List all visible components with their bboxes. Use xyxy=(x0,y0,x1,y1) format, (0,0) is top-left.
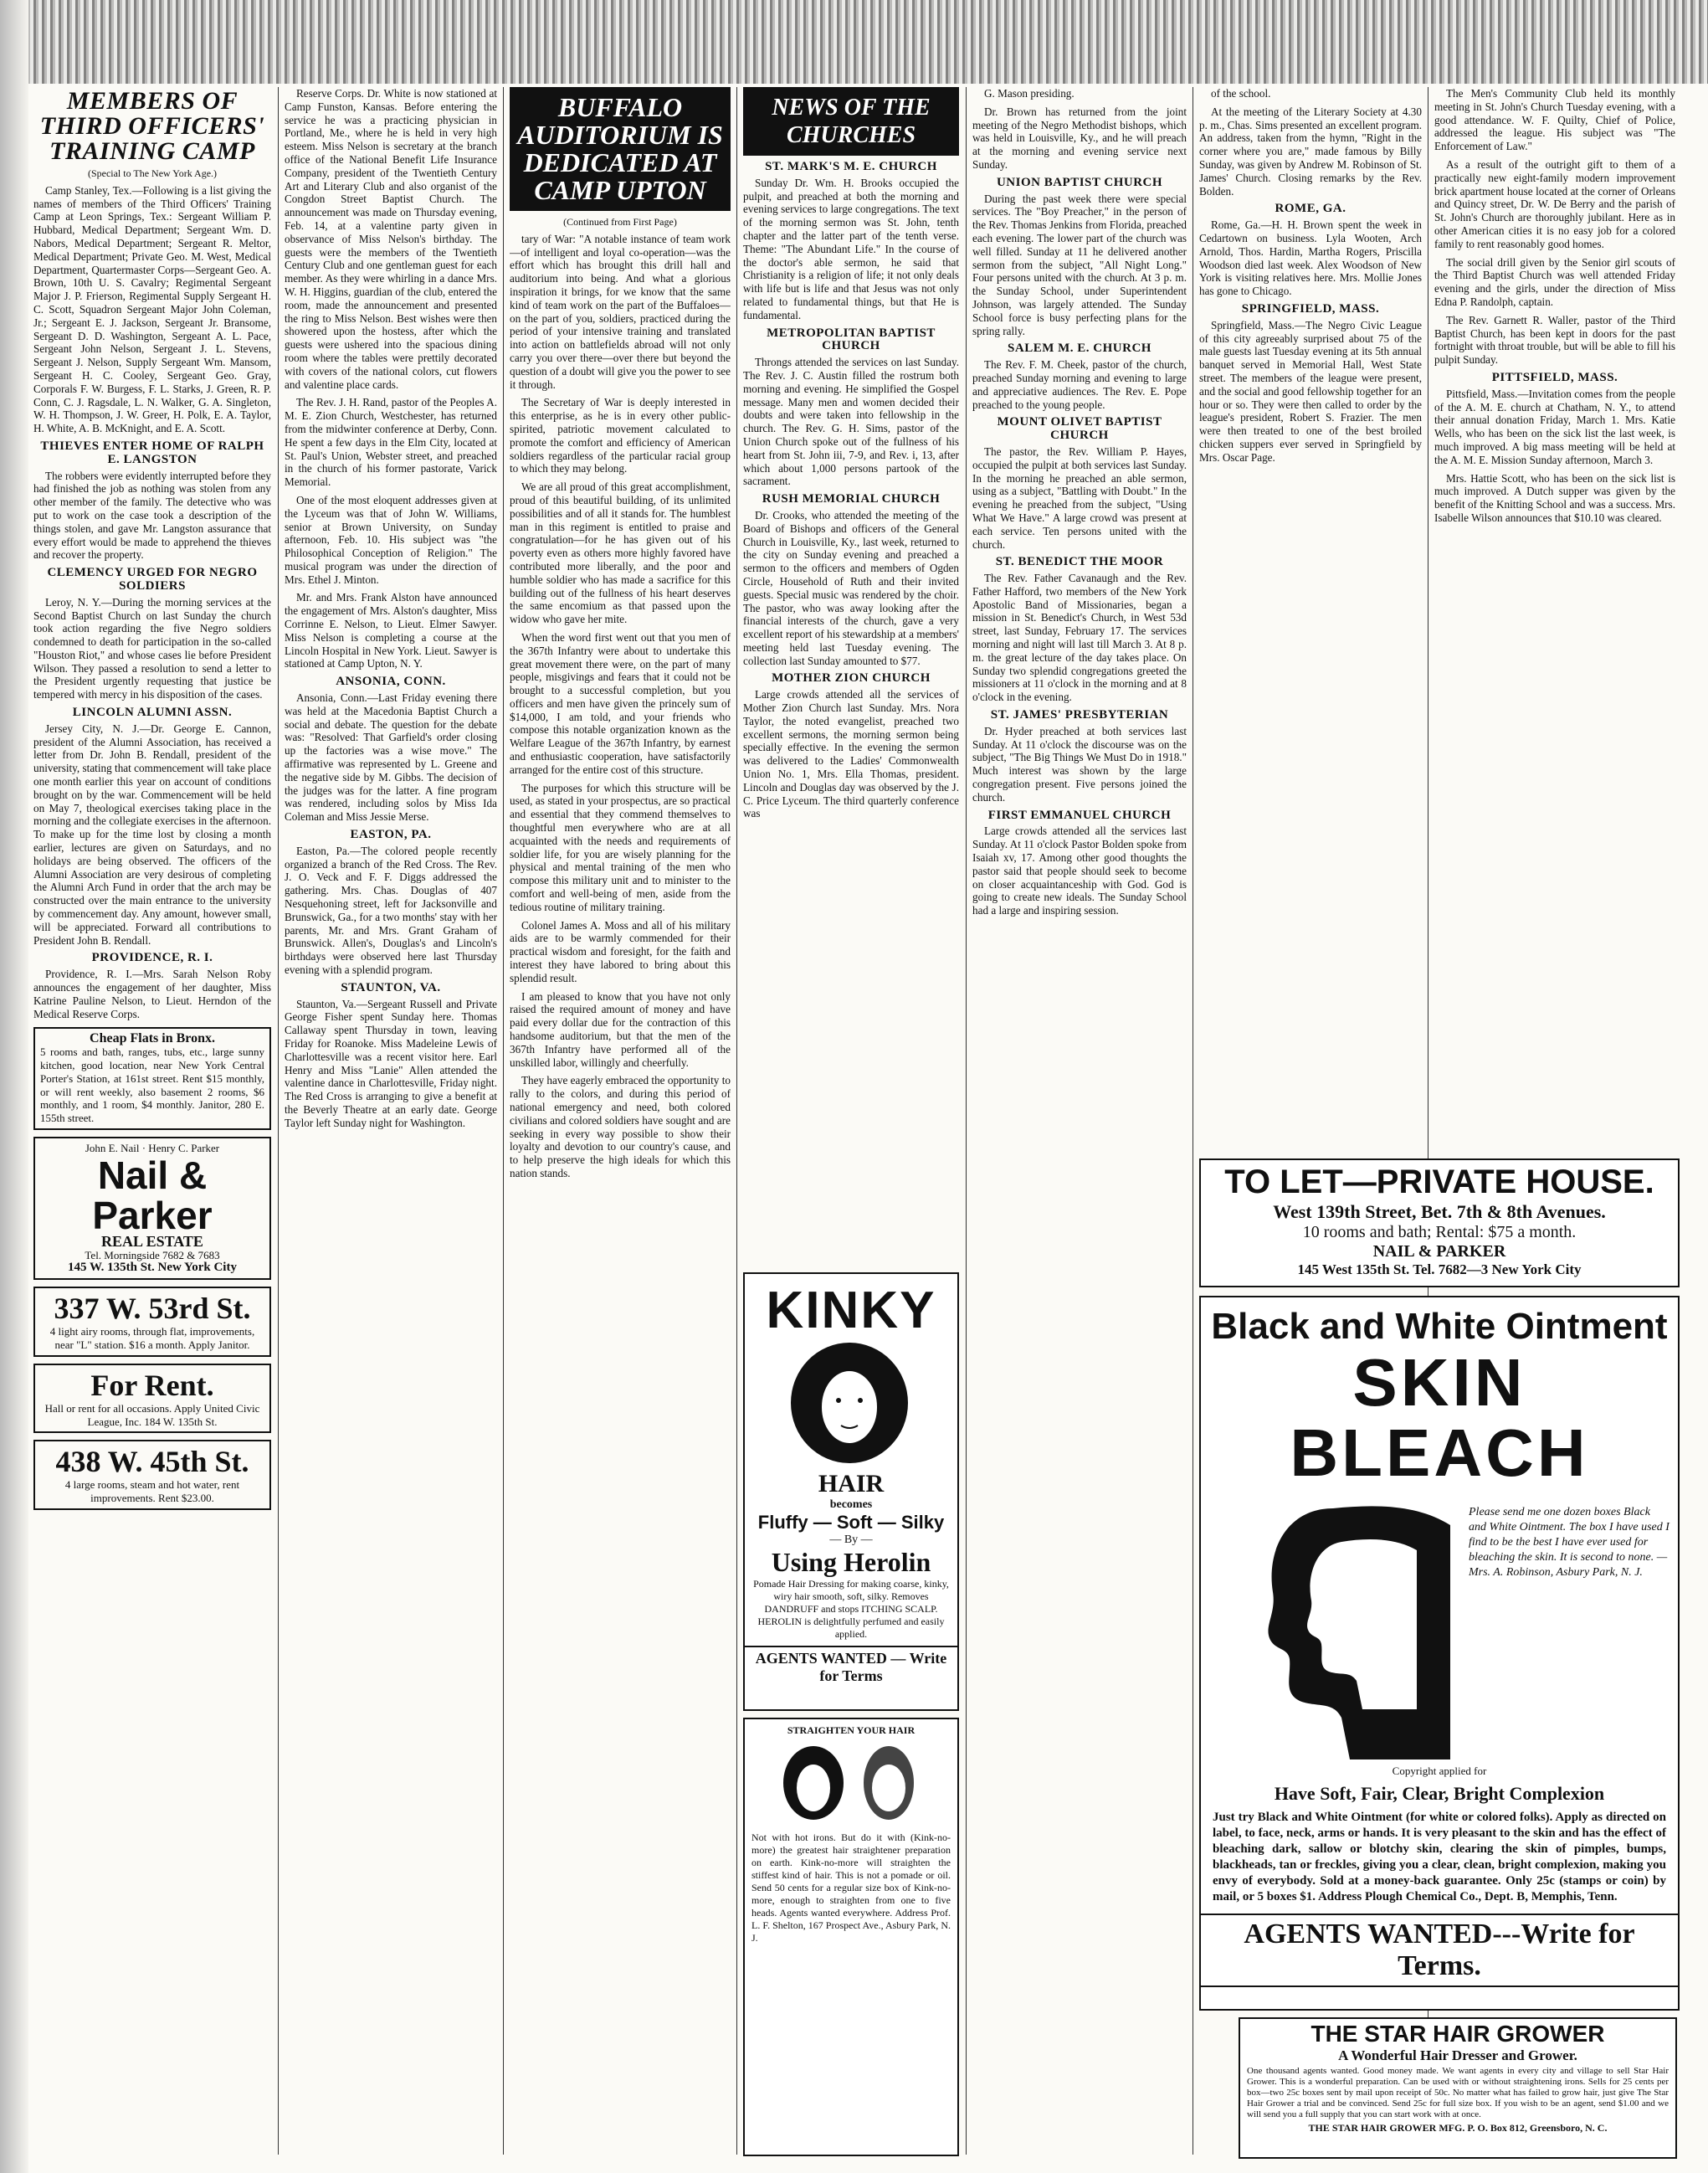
article-paragraph: During the past week there were special services. The "Boy Preacher," in the person of the Rev. Thomas Jenkins from Florida, preached each evening. The lower part of the church was well filled. Sunday at 11 he delivered another sermon from the subject, "All Night Long." Four persons united with the church. At 3 p. m. the Sunday School, under Superintendent Johnson, was largely attended. The Sunday School force is busy perfecting plans for the spring rally. xyxy=(972,192,1187,337)
ad-agents-wanted: AGENTS WANTED---Write for Terms. xyxy=(1201,1914,1678,1987)
column-2 xyxy=(285,87,497,2155)
ad-agent: NAIL & PARKER xyxy=(1372,1242,1506,1261)
ad-location: West 139th Street, Bet. 7th & 8th Avenues. xyxy=(1273,1201,1606,1222)
dateline: (Special to The New York Age.) xyxy=(87,167,218,179)
subhead-st-marks: ST. MARK'S M. E. CHURCH xyxy=(765,160,937,173)
ad-title: TO LET—PRIVATE HOUSE. xyxy=(1224,1164,1654,1200)
article-paragraph: Throngs attended the services on last Sunday. The Rev. J. C. Austin filled the rostrum both morning and evening. He simplified the Gospel message. Many men and women decided their doubts and were taken into fellowship in the church. The Rev. G. H. Sims, pastor of the Union Church spoke out of the fullness of his heart from St. John iii, 7-9, and Rev. i, 13, after which about 1,000 persons partook of the sacrament. xyxy=(743,356,959,488)
ad-headline: 337 W. 53rd St. xyxy=(54,1292,251,1326)
ad-becomes: becomes xyxy=(829,1498,873,1511)
subhead-rome: ROME, GA. xyxy=(1275,202,1346,216)
subhead-ansonia: ANSONIA, CONN. xyxy=(336,675,446,689)
article-paragraph: Dr. Brown has returned from the joint meeting of the Negro Methodist bishops, which was held in Louisville, Ky., and he will preach at the morning and evening service next Sunday. xyxy=(972,105,1187,171)
column-rule xyxy=(503,87,504,2155)
ad-body: Just try Black and White Ointment (for white or colored folks). Apply as directed on label, to face, neck, arms or hands. It is very pleasant to the skin and has the effect of bleaching dark, sallow or blotchy skin, clearing the skin of pimples, bumps, blackheads, tan or freckles, giving you a clear, clean, bright complexion, making you envy of everybody. Sold at a money-back guarantee. Only 25c (stamps or coin) by mail, or 5 boxes $1. Address Plough Chemical Co., Dept. B, Memphis, Tenn. xyxy=(1213,1811,1666,1903)
column-rule xyxy=(736,87,737,2155)
ad-address: 145 W. 135th St. New York City xyxy=(68,1261,237,1275)
article-paragraph: Mrs. Hattie Scott, who has been on the sick list is much improved. A Dutch supper was given by the benefit of the Knitting School and was a success. Mrs. Isabelle Wilson announces that $10.10 was cleared. xyxy=(1434,471,1675,524)
column-5 xyxy=(972,87,1187,2155)
ad-copyright: Copyright applied for xyxy=(1392,1765,1487,1777)
article-paragraph: Providence, R. I.—Mrs. Sarah Nelson Roby announces the engagement of her daughter, Miss Katrine Pauline Nelson, to Lieut. Herndon of the Medical Reserve Corps. xyxy=(33,968,271,1020)
ad-tagline: A Wonderful Hair Dresser and Grower. xyxy=(1338,2047,1577,2063)
headline-news-of-churches: NEWS OF THE CHURCHES xyxy=(743,87,959,156)
article-paragraph: The pastor, the Rev. William P. Hayes, occupied the pulpit at both services last Sunday. In the morning he preached an able sermon, using as a subject, "Battling with Doubt." In the evening he preached from the subject, "Using What We Have." A large crowd was present at each service. Ten persons united with the church. xyxy=(972,444,1187,551)
article-paragraph: The Rev. Father Cavanaugh and the Rev. Father Hafford, two members of the New York Apostolic Band of Missionaries, began a mission in St. Benedict's Church, in West 53d street, last Sunday, February 17. The services morning and night will last till March 3. At 8 p. m. the great lecture of the day takes place. On Sunday two splendid congregations greeted the missioners at 11 o'clock in the morning and at 8 o'clock in the evening. xyxy=(972,572,1187,704)
ad-title: Black and White Ointment xyxy=(1211,1306,1668,1347)
column-3 xyxy=(510,87,731,2155)
ad-subheading: Have Soft, Fair, Clear, Bright Complexion xyxy=(1274,1783,1605,1804)
article-paragraph: The social drill given by the Senior girl scouts of the Third Baptist Church was well attended Friday evening and the girls, under the direction of Miss Edna P. Randolph, captain. xyxy=(1434,255,1675,308)
subhead-thieves: THIEVES ENTER HOME OF RALPH E. LANGSTON xyxy=(40,439,264,466)
scanned-top-edge xyxy=(0,0,1708,84)
article-paragraph: Camp Stanley, Tex.—Following is a list giving the names of members of the Third Officers' Training Camp at Leon Springs, Tex.: Sergeant William P. Hubbard, Medical Department; Sergeant Wm. D. Nabors, Medical Department; Sergeant R. Meltor, Medical Department; Private Geo. M. West, Medical Department, Quartermaster Corps—Sergeant Geo. A. Brown, 10th U. S. Cavalry; Regimental Sergeant Major J. P. Frierson, Regimental Supply Sergeant H. C. Scott, Squadron Sergeant Major John Coleman, Jr.; Sergeant E. J. Jackson, Sergeant Jr. Bransome, Sergeant D. D. Washington, Sergeant A. L. Pace, Sergeant John Nelson, Sergeant J. L. Stevens, Sergeant J. Nelson, Supply Sergeant Wm. Mansom, Sergeant H. C. Cooley, Sergeant Geo. Gray, Corporals F. W. Burgess, F. L. Starks, J. Green, R. P. Conn, C. J. Ragsdale, L. N. Walker, G. A. Singleton, W. H. Thompson, J. W. Greer, H. Polk, E. A. Taylor, H. White, A. B. McKnight, and E. A. Scott. xyxy=(33,183,271,435)
ad-tel: Tel. Morningside 7682 & 7683 xyxy=(85,1248,220,1261)
article-paragraph: We are all proud of this great accomplishment, proud of this beautiful building, of its unlimited possibilities and of all it stands for. The humblest man in this regiment is entitled to praise and congratulation—for he has given out of his poverty even as others more highly favored have contributed more liberally, and the poor and humble soldier who has made a sacrifice for this building out of the fullness of his heart deserves the same encomium as that passed upon the widow who gave her mite. xyxy=(510,480,731,626)
subhead-staunton: STAUNTON, VA. xyxy=(341,980,441,994)
ad-body: Pomade Hair Dressing for making coarse, kinky, wiry hair smooth, soft, silky. Removes DANDRUFF and stops ITCHING SCALP. HEROLIN is delightfully perfumed and easily applied. xyxy=(753,1578,949,1640)
article-paragraph: Leroy, N. Y.—During the morning services at the Second Baptist Church on last Sunday the church took action regarding the five Negro soldiers condemned to death for participation in the so-called "Houston Riot," and whose cases lie before President Wilson. They passed a resolution to send a letter to the President urgently requesting that justice be tempered with mercy in his disposition of the cases. xyxy=(33,595,271,701)
ad-address: 145 West 135th St. Tel. 7682—3 New York City xyxy=(1297,1261,1582,1277)
article-paragraph: I am pleased to know that you have not only raised the required amount of money and have paid every dollar due for the contraction of this handsome auditorium, but that the men of the 367th Infantry have performed all of the unskilled labor, willingly and cheerfully. xyxy=(510,989,731,1069)
subhead-lincoln-alumni: LINCOLN ALUMNI ASSN. xyxy=(72,706,233,720)
ad-cheap-flats xyxy=(33,1027,271,1130)
article-paragraph: Reserve Corps. Dr. White is now stationed at Camp Funston, Kansas. Before entering the service he was a practicing physician in Portland, Me., where he is held in very high esteem. Miss Nelson is secretary at the branch office of the National Benefit Life Insurance Company, president of the Twentieth Century Art and Literary Club and also organist of the Congdon Street Baptist Church. The announcement was made on Thursday evening, Feb. 14, at a valentine party given in observance of Miss Nelson's birthday. The guests were the members of the Twentieth Century Club and one gentleman guest for each member. As they were whirling in a dance Mrs. W. H. Higgins, guardian of the club, entered the room, made the announcement and presented the ring to Miss Nelson. Best wishes were then showered upon the hostess, after which the guests were ushered into the spacious dining room where the tables were prettily decorated with covers of the national colors, cut flowers and valentine place cards. xyxy=(285,87,497,391)
article-paragraph: The Secretary of War is deeply interested in this enterprise, as he is in every other public-spirited, patriotic movement calculated to promote the comfort and efficiency of American soldiers regardless of the particular racial group to which they may belong. xyxy=(510,396,731,475)
subhead-first-emmanuel: FIRST EMMANUEL CHURCH xyxy=(987,808,1172,822)
ad-by: — By — xyxy=(829,1533,873,1546)
ad-details: 10 rooms and bath; Rental: $75 a month. xyxy=(1302,1223,1577,1241)
ad-title: STRAIGHTEN YOUR HAIR xyxy=(787,1724,916,1736)
article-paragraph: When the word first went out that you men of the 367th Infantry were about to undertake this great movement there were, on the part of many people, misgivings and fears that it could not be brought to a successful completion, but you officers and men have given the princely sum of $14,000, I am told, and your friends who compose this notable organization known as the Welfare League of the 367th Infantry, by earnest and enthusiastic cooperation, have satisfactorily arranged for the entire cost of this structure. xyxy=(510,630,731,776)
article-paragraph: The Rev. F. M. Cheek, pastor of the church, preached Sunday morning and evening to large and appreciative audiences. The Rev. E. Pope preached to the young people. xyxy=(972,358,1187,411)
ad-skin-bleach xyxy=(1199,1296,1680,2011)
article-paragraph: Easton, Pa.—The colored people recently organized a branch of the Red Cross. The Rev. J. O. Veck and F. F. Diggs addressed the gathering. Mrs. Chas. Douglas of 407 Nesquehoning street, left for Jacksonville and Brunswick, Ga., for a two months' stay with her parents, Mr. and Mrs. Grant Graham of Brunswick. Allen's, Douglas's and Lincoln's birthdays were observed here last Thursday evening with a splendid program. xyxy=(285,844,497,976)
article-paragraph: The purposes for which this structure will be used, as stated in your prospectus, are so practical and essential that they commend themselves to thoughtful men everywhere who are at all acquainted with the needs and requirements of soldier life, for you are wisely planning for the physical and mental training of the men who compose this military unit and to minister to the comfort and well-being of men, aside from the tedious routine of military training. xyxy=(510,781,731,913)
ad-title: THE STAR HAIR GROWER xyxy=(1310,2021,1605,2047)
article-paragraph: At the meeting of the Literary Society at 4.30 p. m., Chas. Sims presented an excellent program. An address, taken from the hymn, "Right in the corner where you are," made famous by Billy Sunday, was given by Andrew M. Robinson of St. James' Church. Closing remarks by the Rev. Bolden. xyxy=(1199,105,1422,198)
ad-hair: HAIR xyxy=(818,1470,885,1497)
subhead-springfield: SPRINGFIELD, MASS. xyxy=(1241,301,1380,316)
subhead-providence: PROVIDENCE, R. I. xyxy=(91,951,213,965)
subhead-easton: EASTON, PA. xyxy=(350,828,432,842)
column-4 xyxy=(743,87,959,1263)
profile-silhouettes-illustration xyxy=(1208,1492,1459,1759)
subhead-st-benedict: ST. BENEDICT THE MOOR xyxy=(995,555,1164,569)
woman-portrait-illustration xyxy=(745,1340,954,1466)
article-paragraph: One of the most eloquent addresses given at the Lyceum was that of John W. Williams, senior at Brown University, on Sunday afternoon, Feb. 10. His subject was "the Philosophical Conception of Religion." The musical program was under the direction of Mrs. Ethel J. Minton. xyxy=(285,493,497,586)
ad-tagline: Fluffy — Soft — Silky xyxy=(757,1512,945,1533)
headline-buffalo-auditorium: BUFFALO AUDITORIUM IS DEDICATED AT CAMP UPTON xyxy=(510,87,731,211)
article-paragraph: Springfield, Mass.—The Negro Civic League of this city agreeably surprised about 75 of the male guests last Tuesday evening at its 5th annual banquet served in Memorial Hall, West State street. The members of the league were present, and the social and good fellowship together for an hour or so. They were then called to order by the league's president, Robert S. Frazier. The men were then treated to one of the best broiled chicken suppers ever served in Springfield by Mrs. Oscar Page. xyxy=(1199,318,1422,464)
column-7 xyxy=(1434,87,1675,1008)
ad-body: Not with hot irons. But do it with (Kink-no-more) the greatest hair straightener preparation on earth. Kink-no-more will straighten the stiffest kind of hair. This is not a pomade or oil. Send 50 cents for a regular size box of Kink-no-more, enough to straighten from one to five heads. Agents wanted everywhere. Address Prof. L. F. Shelton, 167 Prospect Ave., Asbury Park, N. J. xyxy=(751,1831,951,1944)
ad-body: 4 large rooms, steam and hot water, rent improvements. Rent $23.00. xyxy=(64,1478,240,1505)
subhead-clemency: CLEMENCY URGED FOR NEGRO SOLDIERS xyxy=(47,566,258,593)
subhead-mother-zion: MOTHER ZION CHURCH xyxy=(772,671,931,686)
subhead-mount-olivet: MOUNT OLIVET BAPTIST CHURCH xyxy=(997,415,1162,443)
ad-to-let xyxy=(1199,1158,1680,1287)
article-paragraph: The Rev. J. H. Rand, pastor of the Peoples A. M. E. Zion Church, Westchester, has returned from the midwinter conference at Derby, Conn. He spent a few days in the Elm City, located at St. Paul's Union, Webster street, and preached in the church of his former pastorate, Varick Memorial. xyxy=(285,396,497,489)
ad-body: 5 rooms and bath, ranges, tubs, etc., large sunny kitchen, good location, near New York Central Porter's Station, at 161st street. Rent $15 monthly, or will rent weekly, also basement 2 rooms, $6 monthly, and 1 room, $4 monthly. Janitor, 280 E. 155th street. xyxy=(40,1045,264,1125)
article-paragraph: Rome, Ga.—H. H. Brown spent the week in Cedartown on business. Lyla Wooten, Arch Arnold, Thos. Hardin, Martha Rogers, Priscilla Woodson died last week. Alex Woodson of New York is visiting relatives here. Mrs. Mollie Jones has gone to Chicago. xyxy=(1199,218,1422,298)
ad-product: Using Herolin xyxy=(771,1547,931,1577)
article-paragraph: Pittsfield, Mass.—Invitation comes from the people of the A. M. E. church at Chatham, N. Y., to attend their annual donation Friday, March 1. Mrs. Katie Wells, who has been on the sick list the last week, is much improved. A big mass meeting will be held at the A. M. E. Mission Sunday afternoon, March 3. xyxy=(1434,387,1675,466)
article-paragraph: Mr. and Mrs. Frank Alston have announced the engagement of Mrs. Alston's daughter, Miss Corrinne E. Nelson, to Lieut. Elmer Sawyer. Miss Nelson is completing a course at the Lincoln Hospital in New York. Lieut. Sawyer is stationed at Camp Upton, N. Y. xyxy=(285,591,497,670)
ad-title: KINKY xyxy=(766,1282,936,1339)
column-rule xyxy=(966,87,967,2155)
article-paragraph: They have eagerly embraced the opportunity to rally to the colors, and during this period of national emergency and need, both colored civilians and colored soldiers have sought and are seeking in every way possible to show their loyalty and devotion to our country's cause, and to help preserve the high ideals for which this nation stands. xyxy=(510,1074,731,1179)
subhead-pittsfield: PITTSFIELD, MASS. xyxy=(1491,370,1618,384)
scanned-left-edge xyxy=(0,0,28,2173)
article-paragraph: Staunton, Va.—Sergeant Russell and Private George Fisher spent Sunday here. Thomas Callaway spent Thursday in town, leaving Friday for Roanoke. Miss Madeleine Lewis of Charlottesville was a recent visitor here. Earl Henry and Miss "Lanie" Allen attended the valentine dance in Charlottesville, Friday night. The Red Cross is arranging to give a benefit at the Beverly Theatre at an early date. George Taylor left Sunday night for Washington. xyxy=(285,997,497,1129)
ad-headline: 438 W. 45th St. xyxy=(55,1445,249,1479)
article-paragraph: of the school. xyxy=(1211,87,1271,100)
ad-title: Cheap Flats in Bronx. xyxy=(90,1031,215,1046)
article-paragraph: As a result of the outright gift to them of a practically new eight-family modern improvement brick apartment house located at the corner of Orleans and Quincy street, Dr. W. De Berry and the parish of St. John's Church are thoroughly jubilant. Here as in other American cities it is no easy job for a colored family to rent reasonably good homes. xyxy=(1434,157,1675,250)
two-portraits-illustration xyxy=(746,1741,956,1825)
ad-headline: For Rent. xyxy=(90,1368,214,1402)
article-paragraph: G. Mason presiding. xyxy=(984,87,1075,100)
ad-footer: THE STAR HAIR GROWER MFG. P. O. Box 812, Greensboro, N. C. xyxy=(1308,2122,1608,2134)
ad-53rd-street xyxy=(33,1287,271,1357)
subhead-rush-memorial: RUSH MEMORIAL CHURCH xyxy=(762,492,941,506)
article-paragraph: tary of War: "A notable instance of team work—of intelligent and loyal co-operation—was the effort which has brought this drill hall and auditorium into being. And what a glorious inspiration it brings, for we know that the same kind of team work on the part of the Buffaloes—on the part of you, soldiers, practiced during the period of your intensive training and translated into action on battlefields abroad will not only carry you over there—over there but beyond the question of a doubt will give you the power to see it through. xyxy=(510,232,731,391)
ad-names: John E. Nail · Henry C. Parker xyxy=(85,1141,220,1154)
subhead-salem: SALEM M. E. CHURCH xyxy=(1008,342,1151,356)
subhead-st-james: ST. JAMES' PRESBYTERIAN xyxy=(990,708,1169,722)
article-paragraph: Dr. Hyder preached at both services last Sunday. At 11 o'clock the discourse was on the subject, "The Big Things We Must Do in 1918." Much interest was shown by the large congregation present. Five persons joined the church. xyxy=(972,724,1187,804)
article-paragraph: Sunday Dr. Wm. H. Brooks occupied the pulpit, and preached at both the morning and evening services to large congregations. The text of the morning sermon was St. John, tenth chapter and the latter part of the tenth verse. Theme: "The Abundant Life." In the course of the doctor's able sermon, he said that Christianity is a religion of life; it not only deals with life but is life and that Jesus was not only related to fundamental things, but that He is fundamental. xyxy=(743,176,959,321)
article-paragraph: Large crowds attended all the services of Mother Zion Church last Sunday. Mrs. Nora Taylor, the noted evangelist, preached two excellent sermons, the morning sermon being specially effective. In the evening the sermon was delivered to the Ladies' Commonwealth Union No. 1, Mrs. Ella Thomas, president. Lincoln and Douglas day was observed by the J. C. Price Lyceum. The third quarterly conference was xyxy=(743,688,959,820)
ad-testimonial: Please send me one dozen boxes Black and White Ointment. The box I have used I find to be the best I have ever used for bleaching the skin. It is second to none. — Mrs. A. Robinson, Asbury Park, N. J. xyxy=(1469,1506,1670,1579)
ad-star-hair-grower xyxy=(1239,2017,1677,2159)
article-paragraph: Colonel James A. Moss and all of his military aids are to be warmly commended for their practical wisdom and foresight, for the faith and interest they have labored to bring about this splendid result. xyxy=(510,918,731,984)
column-rule xyxy=(278,87,279,2155)
ad-product: SKIN BLEACH xyxy=(1290,1345,1589,1490)
ad-line: REAL ESTATE xyxy=(101,1232,203,1250)
ad-for-rent xyxy=(33,1364,271,1434)
article-paragraph: The robbers were evidently interrupted before they had finished the job as nothing was stolen from any other member of the family. The detective who was put to work on the case took a description of the things stolen, and gave Mr. Langston assurance that every effort would be made to apprehend the thieves and recover the property. xyxy=(33,469,271,562)
ad-brand: Nail & Parker xyxy=(92,1153,213,1237)
ad-kinky-hair xyxy=(743,1272,959,1711)
article-paragraph: The Men's Community Club held its monthly meeting in St. John's Church Tuesday evening, with a good attendance. W. F. Quilty, Chief of Police, addressed the league. His subject was "The Enforcement of Law." xyxy=(1434,87,1675,153)
column-6 xyxy=(1199,87,1422,1150)
column-1 xyxy=(33,87,271,2155)
article-paragraph: Dr. Crooks, who attended the meeting of the Board of Bishops and officers of the General Church in Louisville, Ky., last week, returned to the city on Sunday evening and preached a sermon to the officers and members of Ogden Circle, Household of Ruth and their invited guests. Special music was rendered by the choir. The pastor, who was away looking after the financial interests of the church, gave a very excellent report of his stewardship at a members' meeting held last Tuesday evening. The collection last Sunday amounted to $77. xyxy=(743,508,959,667)
ad-body: Hall or rent for all occasions. Apply United Civic League, Inc. 184 W. 135th St. xyxy=(44,1401,260,1428)
ad-nail-parker xyxy=(33,1137,271,1280)
article-paragraph: Large crowds attended all the services last Sunday. At 11 o'clock Pastor Bolden spoke from Isaiah xv, 17. Among other good thoughts the pastor said that people should seek to become on closer acquaintanceship with God. God is going to create new ideals. The Sunday School had a large and inspiring session. xyxy=(972,825,1187,917)
ad-body: One thousand agents wanted. Good money made. We want agents in every city and village to sell Star Hair Grower. This is a wonderful preparation. Can be used with or without straightening irons. Sells for 25 cents per box—two 25c boxes sent by mail upon receipt of 50c. No matter what has failed to grow hair, just give The Star Hair Grower a trial and be convinced. Send 25c for full size box. If you wish to be an agent, send $1.00 and we will send you a full supply that you can start work with at once. xyxy=(1247,2066,1669,2119)
headline-officers-training-camp: MEMBERS OF THIRD OFFICERS' TRAINING CAMP xyxy=(39,87,265,165)
ad-straighten-hair xyxy=(743,1718,959,2156)
article-paragraph: Jersey City, N. J.—Dr. George E. Cannon, president of the Alumni Association, has received a letter from Dr. John B. Rendall, president of the university, stating that commencement will take place one month earlier this year on account of conditions brought on by the war. Commencement will be held on May 7, theological exercises taking place in the morning and the collegiate exercises in the afternoon. To make up for the time lost by closing a month earlier, lectures are given on Saturdays, and no holidays are being observed. The officers of the Alumni Association are very desirous of completing the Alumni Arch Fund in order that the arch may be constructed over the main entrance to the university by commencement day. Any amount, however small, will be appreciated. Forward all contributions to President John B. Rendall. xyxy=(33,722,271,947)
article-paragraph: The Rev. Garnett R. Waller, pastor of the Third Baptist Church, has been kept in doors for the past fortnight with throat trouble, but will be able to fill his pulpit Sunday. xyxy=(1434,313,1675,367)
ad-agents-wanted: AGENTS WANTED — Write for Terms xyxy=(745,1646,957,1685)
ad-45th-street xyxy=(33,1440,271,1510)
subhead-union-baptist: UNION BAPTIST CHURCH xyxy=(996,175,1163,189)
article-paragraph: Ansonia, Conn.—Last Friday evening there was held at the Macedonia Baptist Church a social and debate. The question for the debate was: "Resolved: That Garfield's order closing up the factories was a wise move." The affirmative was represented by L. Greene and the negative side by M. Gibbs. The decision of the judges was for the latter. A fine program was rendered, including solos by Miss Ida Coleman and Miss Jessie Merse. xyxy=(285,691,497,824)
continued-note: (Continued from First Page) xyxy=(563,216,677,228)
ad-body: 4 light airy rooms, through flat, improvements, near "L" station. $16 a month. Apply Janitor. xyxy=(49,1325,255,1351)
subhead-metropolitan: METROPOLITAN BAPTIST CHURCH xyxy=(767,326,936,353)
